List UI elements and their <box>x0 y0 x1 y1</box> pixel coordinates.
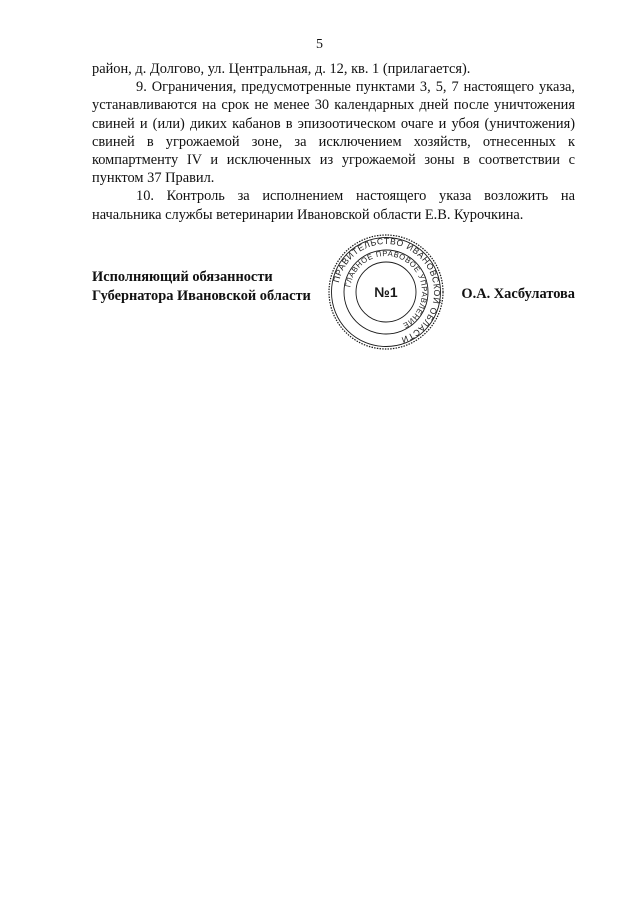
paragraph-item-10: 10. Контроль за исполнением настоящего указа возложить на начальника службы ветеринарии Ивановской области Е.В. Курочкина. <box>92 188 575 223</box>
official-seal-icon <box>327 233 445 351</box>
seal-inner-text: ГЛАВНОЕ ПРАВОВОЕ УПРАВЛЕНИЕ <box>343 248 430 331</box>
document-body <box>92 60 575 224</box>
position-line-1: Исполняющий обязанности <box>92 269 273 285</box>
seal-number: №1 <box>374 284 398 300</box>
signatory-name: О.А. Хасбулатова <box>461 286 575 302</box>
paragraph-item-9: 9. Ограничения, предусмотренные пунктами 3, 5, 7 настоящего указа, устанавливаются на срок не менее 30 календарных дней после уничтожения свиней и (или) диких кабанов в эпизоотическом очаге и убоя (уничтожения) свиней в угрожаемой зоне, за исключением хозяйств, отнесенных к компартменту IV и исключенных из угрожаемой зоны в соответствии с пунктом 37 Правил. <box>92 79 575 187</box>
signature-position <box>92 268 311 305</box>
seal-outer-text: ПРАВИТЕЛЬСТВО ИВАНОВСКОЙ ОБЛАСТИ <box>330 235 443 346</box>
position-line-2: Губернатора Ивановской области <box>92 287 311 304</box>
page-number: 5 <box>316 37 323 52</box>
paragraph-continuation: район, д. Долгово, ул. Центральная, д. 12, кв. 1 (прилагается). <box>92 61 471 77</box>
